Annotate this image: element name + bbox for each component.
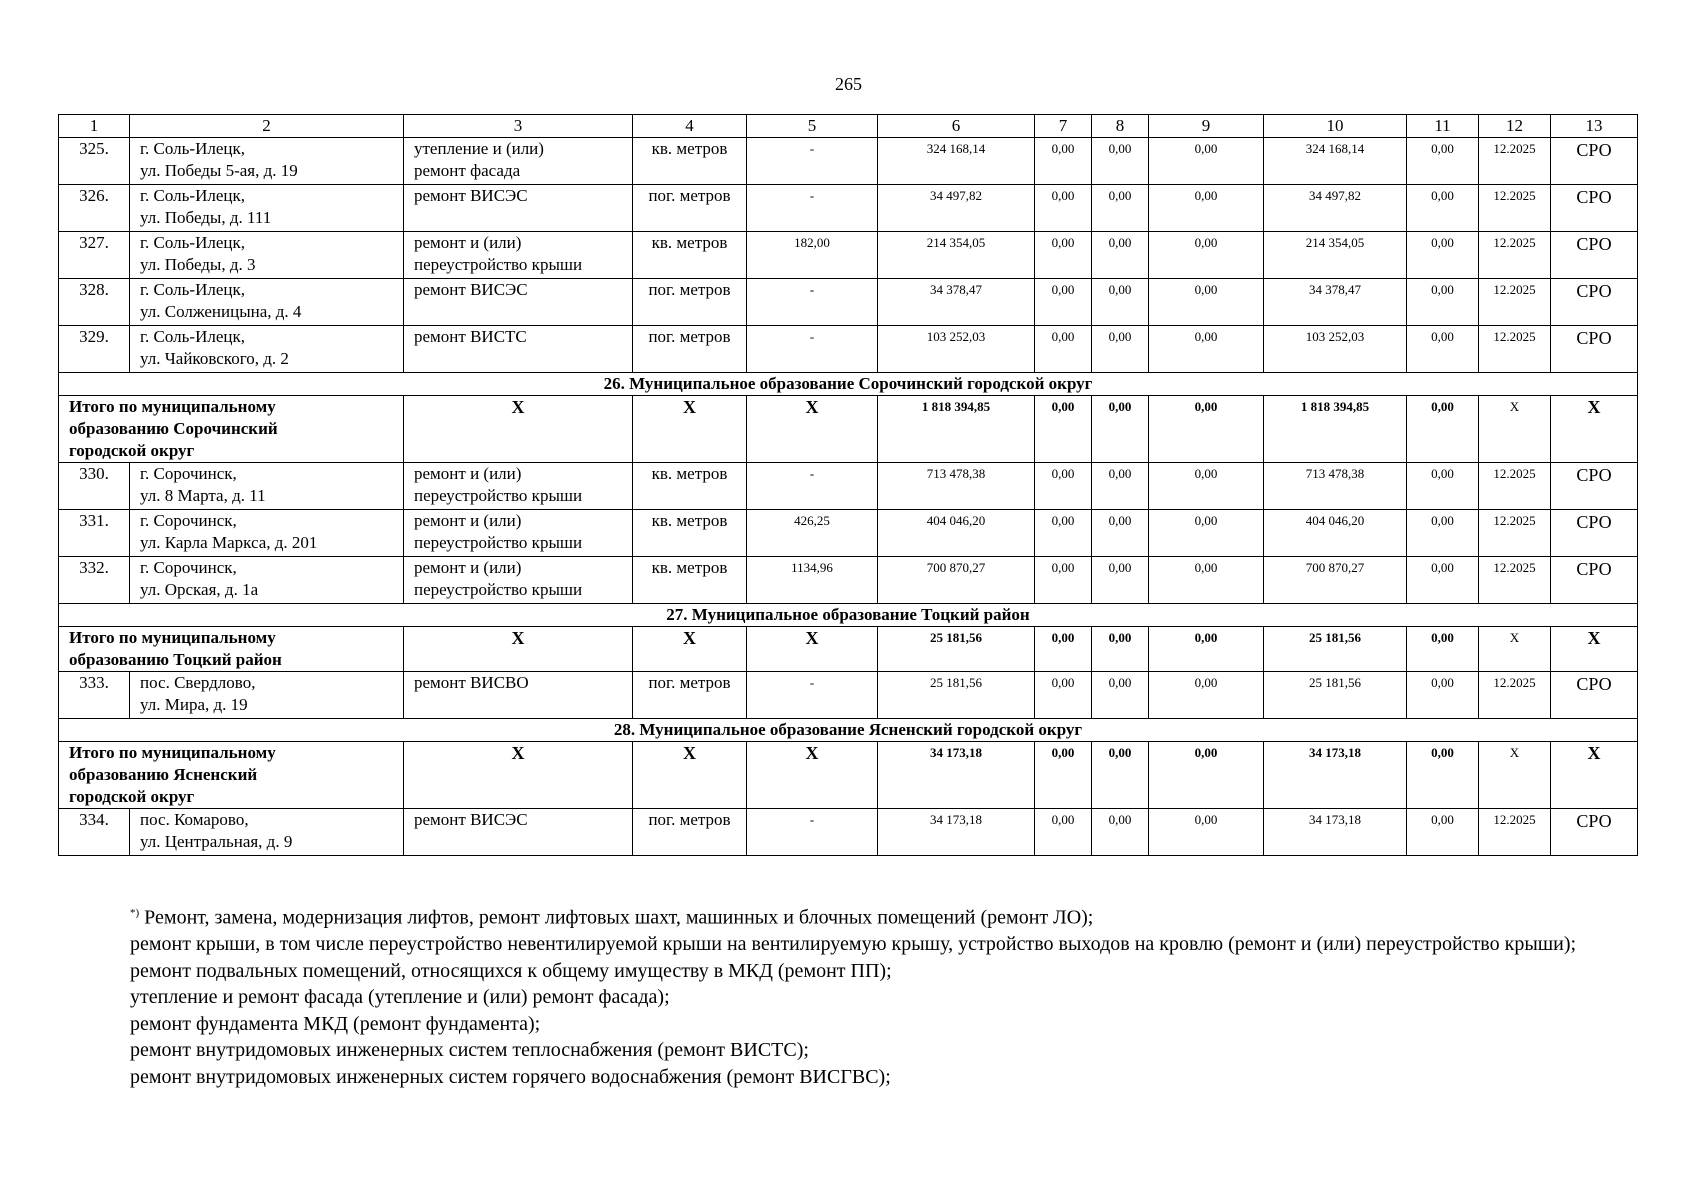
value-c11: 0,00 (1407, 809, 1479, 856)
value-c6: 214 354,05 (878, 232, 1035, 279)
footnote-line (58, 1037, 1653, 1064)
work-type-cell (404, 185, 633, 232)
row-number: 328. (59, 279, 130, 326)
work-type-line-2: переустройство крыши (414, 580, 583, 599)
value-c12: 12.2025 (1479, 138, 1551, 185)
total-value-c9: 0,00 (1149, 627, 1264, 672)
section-header-row (59, 604, 1638, 627)
address-city: г. Соль-Илецк, (140, 327, 245, 346)
value-c7: 0,00 (1035, 185, 1092, 232)
total-row (59, 627, 1638, 672)
total-label-line: городской округ (69, 441, 195, 460)
total-x-12: Х (1479, 627, 1551, 672)
unit-cell: пог. метров (633, 279, 747, 326)
value-c7: 0,00 (1035, 232, 1092, 279)
total-value-c7: 0,00 (1035, 742, 1092, 809)
address-street: ул. 8 Марта, д. 11 (140, 486, 266, 505)
table-row (59, 279, 1638, 326)
value-c12: 12.2025 (1479, 463, 1551, 510)
value-c9: 0,00 (1149, 557, 1264, 604)
work-type-cell (404, 510, 633, 557)
address-street: ул. Победы 5-ая, д. 19 (140, 161, 298, 180)
work-type-line-2: переустройство крыши (414, 486, 583, 505)
address-cell (130, 557, 404, 604)
value-c8: 0,00 (1092, 672, 1149, 719)
value-c10: 103 252,03 (1264, 326, 1407, 373)
column-header-3: 3 (404, 115, 633, 138)
unit-cell: пог. метров (633, 672, 747, 719)
total-x-4: Х (633, 396, 747, 463)
source-cell: СРО (1551, 185, 1638, 232)
value-c9: 0,00 (1149, 326, 1264, 373)
column-header-6: 6 (878, 115, 1035, 138)
value-c6: 34 173,18 (878, 809, 1035, 856)
address-cell (130, 279, 404, 326)
unit-cell: кв. метров (633, 232, 747, 279)
value-c5: - (747, 463, 878, 510)
work-type-line-2: переустройство крыши (414, 255, 583, 274)
total-label (59, 396, 404, 463)
address-street: ул. Солженицына, д. 4 (140, 302, 302, 321)
row-number: 332. (59, 557, 130, 604)
total-x-13: Х (1551, 627, 1638, 672)
total-x-3: Х (404, 627, 633, 672)
column-header-5: 5 (747, 115, 878, 138)
value-c6: 324 168,14 (878, 138, 1035, 185)
value-c7: 0,00 (1035, 557, 1092, 604)
footnote-text: ремонт фундамента МКД (ремонт фундамента); (130, 1012, 541, 1035)
address-city: г. Соль-Илецк, (140, 280, 245, 299)
row-number: 327. (59, 232, 130, 279)
section-title: 26. Муниципальное образование Сорочинский городской округ (59, 373, 1638, 396)
total-row (59, 742, 1638, 809)
value-c5: 182,00 (747, 232, 878, 279)
value-c10: 700 870,27 (1264, 557, 1407, 604)
total-value-c8: 0,00 (1092, 627, 1149, 672)
works-table (58, 114, 1638, 856)
work-type-line-1: утепление и (или) (414, 139, 544, 158)
value-c10: 324 168,14 (1264, 138, 1407, 185)
column-header-8: 8 (1092, 115, 1149, 138)
value-c11: 0,00 (1407, 185, 1479, 232)
address-street: ул. Орская, д. 1а (140, 580, 259, 599)
address-city: г. Соль-Илецк, (140, 186, 245, 205)
column-header-4: 4 (633, 115, 747, 138)
column-header-1: 1 (59, 115, 130, 138)
value-c9: 0,00 (1149, 138, 1264, 185)
total-x-3: Х (404, 396, 633, 463)
value-c12: 12.2025 (1479, 279, 1551, 326)
unit-cell: пог. метров (633, 185, 747, 232)
value-c7: 0,00 (1035, 279, 1092, 326)
table-row (59, 138, 1638, 185)
value-c8: 0,00 (1092, 809, 1149, 856)
value-c7: 0,00 (1035, 138, 1092, 185)
address-street: ул. Мира, д. 19 (140, 695, 248, 714)
value-c9: 0,00 (1149, 463, 1264, 510)
total-label-line: Итого по муниципальному (69, 743, 276, 762)
unit-cell: кв. метров (633, 138, 747, 185)
total-value-c10: 34 173,18 (1264, 742, 1407, 809)
address-cell (130, 510, 404, 557)
total-x-4: Х (633, 742, 747, 809)
address-cell (130, 463, 404, 510)
address-cell (130, 232, 404, 279)
source-cell: СРО (1551, 510, 1638, 557)
total-x-13: Х (1551, 396, 1638, 463)
value-c7: 0,00 (1035, 510, 1092, 557)
footnote-marker: *) (130, 907, 140, 919)
column-header-12: 12 (1479, 115, 1551, 138)
total-value-c8: 0,00 (1092, 742, 1149, 809)
address-city: пос. Комарово, (140, 810, 249, 829)
total-label (59, 742, 404, 809)
column-header-13: 13 (1551, 115, 1638, 138)
section-title: 27. Муниципальное образование Тоцкий район (59, 604, 1638, 627)
value-c5: - (747, 672, 878, 719)
total-x-12: Х (1479, 742, 1551, 809)
source-cell: СРО (1551, 232, 1638, 279)
address-city: г. Соль-Илецк, (140, 139, 245, 158)
footnote-line (58, 900, 1653, 931)
value-c8: 0,00 (1092, 185, 1149, 232)
value-c6: 34 378,47 (878, 279, 1035, 326)
source-cell: СРО (1551, 809, 1638, 856)
value-c7: 0,00 (1035, 463, 1092, 510)
total-x-12: Х (1479, 396, 1551, 463)
address-street: ул. Победы, д. 111 (140, 208, 272, 227)
row-number: 325. (59, 138, 130, 185)
total-label-line: Итого по муниципальному (69, 397, 276, 416)
value-c5: - (747, 809, 878, 856)
value-c11: 0,00 (1407, 557, 1479, 604)
row-number: 333. (59, 672, 130, 719)
total-value-c8: 0,00 (1092, 396, 1149, 463)
value-c12: 12.2025 (1479, 510, 1551, 557)
value-c5: - (747, 138, 878, 185)
work-type-line-1: ремонт ВИСЭС (414, 186, 528, 205)
column-header-11: 11 (1407, 115, 1479, 138)
address-street: ул. Карла Маркса, д. 201 (140, 533, 318, 552)
value-c5: - (747, 185, 878, 232)
address-city: г. Сорочинск, (140, 464, 237, 483)
table-row (59, 672, 1638, 719)
footnote-text: ремонт крыши, в том числе переустройство невентилируемой крыши на вентилируемую крышу, устройство выходов на кровлю (ремонт и (или) переустройство крыши); (130, 933, 1577, 956)
total-label (59, 627, 404, 672)
source-cell: СРО (1551, 326, 1638, 373)
unit-cell: кв. метров (633, 510, 747, 557)
value-c10: 713 478,38 (1264, 463, 1407, 510)
value-c11: 0,00 (1407, 279, 1479, 326)
value-c12: 12.2025 (1479, 672, 1551, 719)
table-body (59, 115, 1638, 856)
value-c6: 103 252,03 (878, 326, 1035, 373)
total-row (59, 396, 1638, 463)
value-c10: 34 173,18 (1264, 809, 1407, 856)
total-value-c7: 0,00 (1035, 396, 1092, 463)
work-type-cell (404, 279, 633, 326)
total-value-c6: 25 181,56 (878, 627, 1035, 672)
total-label-line: образованию Ясненский (69, 765, 258, 784)
source-cell: СРО (1551, 279, 1638, 326)
value-c9: 0,00 (1149, 672, 1264, 719)
value-c12: 12.2025 (1479, 809, 1551, 856)
value-c8: 0,00 (1092, 463, 1149, 510)
table-row (59, 557, 1638, 604)
section-header-row (59, 373, 1638, 396)
work-type-line-1: ремонт и (или) (414, 233, 522, 252)
value-c6: 25 181,56 (878, 672, 1035, 719)
value-c9: 0,00 (1149, 279, 1264, 326)
value-c10: 404 046,20 (1264, 510, 1407, 557)
total-x-5: Х (747, 742, 878, 809)
work-type-line-1: ремонт и (или) (414, 511, 522, 530)
source-cell: СРО (1551, 557, 1638, 604)
value-c5: - (747, 279, 878, 326)
address-street: ул. Центральная, д. 9 (140, 832, 293, 851)
value-c11: 0,00 (1407, 510, 1479, 557)
total-x-4: Х (633, 627, 747, 672)
total-x-3: Х (404, 742, 633, 809)
value-c8: 0,00 (1092, 326, 1149, 373)
value-c8: 0,00 (1092, 232, 1149, 279)
table-row (59, 185, 1638, 232)
work-type-line-1: ремонт ВИСЭС (414, 280, 528, 299)
total-value-c10: 1 818 394,85 (1264, 396, 1407, 463)
section-header-row (59, 719, 1638, 742)
footnote-line (58, 1064, 1653, 1091)
address-cell (130, 672, 404, 719)
address-cell (130, 138, 404, 185)
value-c10: 214 354,05 (1264, 232, 1407, 279)
total-label-line: образованию Сорочинский (69, 419, 278, 438)
value-c9: 0,00 (1149, 809, 1264, 856)
footnote-text: ремонт подвальных помещений, относящихся к общему имуществу в МКД (ремонт ПП); (130, 959, 892, 982)
work-type-line-2: ремонт фасада (414, 161, 521, 180)
value-c11: 0,00 (1407, 326, 1479, 373)
unit-cell: кв. метров (633, 557, 747, 604)
total-value-c10: 25 181,56 (1264, 627, 1407, 672)
source-cell: СРО (1551, 463, 1638, 510)
row-number: 329. (59, 326, 130, 373)
value-c9: 0,00 (1149, 510, 1264, 557)
total-value-c11: 0,00 (1407, 396, 1479, 463)
address-street: ул. Чайковского, д. 2 (140, 349, 289, 368)
total-value-c6: 34 173,18 (878, 742, 1035, 809)
value-c8: 0,00 (1092, 138, 1149, 185)
footnote-line (58, 1011, 1653, 1038)
address-city: г. Соль-Илецк, (140, 233, 245, 252)
value-c7: 0,00 (1035, 672, 1092, 719)
table-row (59, 510, 1638, 557)
section-title: 28. Муниципальное образование Ясненский городской округ (59, 719, 1638, 742)
column-header-10: 10 (1264, 115, 1407, 138)
value-c5: 426,25 (747, 510, 878, 557)
footnote-text: утепление и ремонт фасада (утепление и (или) ремонт фасада); (130, 986, 670, 1009)
footnote-text: Ремонт, замена, модернизация лифтов, ремонт лифтовых шахт, машинных и блочных помещений (ремонт ЛО); (139, 906, 1094, 929)
work-type-cell (404, 232, 633, 279)
source-cell: СРО (1551, 672, 1638, 719)
value-c12: 12.2025 (1479, 326, 1551, 373)
work-type-line-1: ремонт ВИСЭС (414, 810, 528, 829)
value-c6: 34 497,82 (878, 185, 1035, 232)
total-label-line: городской округ (69, 787, 195, 806)
unit-cell: кв. метров (633, 463, 747, 510)
value-c11: 0,00 (1407, 232, 1479, 279)
column-number-header (59, 115, 1638, 138)
total-value-c11: 0,00 (1407, 742, 1479, 809)
source-cell: СРО (1551, 138, 1638, 185)
footnote-line (58, 984, 1653, 1011)
column-header-7: 7 (1035, 115, 1092, 138)
work-type-cell (404, 326, 633, 373)
column-header-2: 2 (130, 115, 404, 138)
value-c6: 713 478,38 (878, 463, 1035, 510)
address-city: пос. Свердлово, (140, 673, 256, 692)
value-c11: 0,00 (1407, 463, 1479, 510)
row-number: 334. (59, 809, 130, 856)
footnote-line (58, 958, 1653, 985)
row-number: 331. (59, 510, 130, 557)
address-street: ул. Победы, д. 3 (140, 255, 256, 274)
work-type-cell (404, 138, 633, 185)
value-c9: 0,00 (1149, 232, 1264, 279)
value-c8: 0,00 (1092, 279, 1149, 326)
total-value-c7: 0,00 (1035, 627, 1092, 672)
value-c12: 12.2025 (1479, 557, 1551, 604)
row-number: 326. (59, 185, 130, 232)
value-c10: 34 497,82 (1264, 185, 1407, 232)
value-c7: 0,00 (1035, 809, 1092, 856)
value-c12: 12.2025 (1479, 232, 1551, 279)
work-type-line-1: ремонт и (или) (414, 558, 522, 577)
total-label-line: образованию Тоцкий район (69, 650, 282, 669)
total-x-5: Х (747, 627, 878, 672)
value-c8: 0,00 (1092, 557, 1149, 604)
footnote-text: ремонт внутридомовых инженерных систем горячего водоснабжения (ремонт ВИСГВС); (130, 1065, 891, 1088)
value-c7: 0,00 (1035, 326, 1092, 373)
table-row (59, 326, 1638, 373)
total-value-c9: 0,00 (1149, 396, 1264, 463)
footnote-line (58, 931, 1653, 958)
value-c10: 25 181,56 (1264, 672, 1407, 719)
work-type-line-2: переустройство крыши (414, 533, 583, 552)
work-type-cell (404, 672, 633, 719)
address-city: г. Сорочинск, (140, 511, 237, 530)
unit-cell: пог. метров (633, 809, 747, 856)
total-x-13: Х (1551, 742, 1638, 809)
total-label-line: Итого по муниципальному (69, 628, 276, 647)
address-cell (130, 185, 404, 232)
address-city: г. Сорочинск, (140, 558, 237, 577)
table-row (59, 232, 1638, 279)
table-row (59, 463, 1638, 510)
unit-cell: пог. метров (633, 326, 747, 373)
value-c8: 0,00 (1092, 510, 1149, 557)
value-c6: 700 870,27 (878, 557, 1035, 604)
total-value-c11: 0,00 (1407, 627, 1479, 672)
value-c5: - (747, 326, 878, 373)
value-c12: 12.2025 (1479, 185, 1551, 232)
work-type-cell (404, 557, 633, 604)
footnote-text: ремонт внутридомовых инженерных систем теплоснабжения (ремонт ВИСТС); (130, 1039, 809, 1062)
work-type-line-1: ремонт ВИСВО (414, 673, 529, 692)
work-type-cell (404, 463, 633, 510)
row-number: 330. (59, 463, 130, 510)
address-cell (130, 326, 404, 373)
address-cell (130, 809, 404, 856)
value-c11: 0,00 (1407, 138, 1479, 185)
footnotes (58, 900, 1653, 1090)
work-type-cell (404, 809, 633, 856)
work-type-line-1: ремонт и (или) (414, 464, 522, 483)
column-header-9: 9 (1149, 115, 1264, 138)
value-c5: 1134,96 (747, 557, 878, 604)
value-c9: 0,00 (1149, 185, 1264, 232)
work-type-line-1: ремонт ВИСТС (414, 327, 527, 346)
table-row (59, 809, 1638, 856)
total-value-c9: 0,00 (1149, 742, 1264, 809)
value-c6: 404 046,20 (878, 510, 1035, 557)
value-c11: 0,00 (1407, 672, 1479, 719)
page-number: 265 (835, 74, 862, 94)
total-x-5: Х (747, 396, 878, 463)
value-c10: 34 378,47 (1264, 279, 1407, 326)
total-value-c6: 1 818 394,85 (878, 396, 1035, 463)
